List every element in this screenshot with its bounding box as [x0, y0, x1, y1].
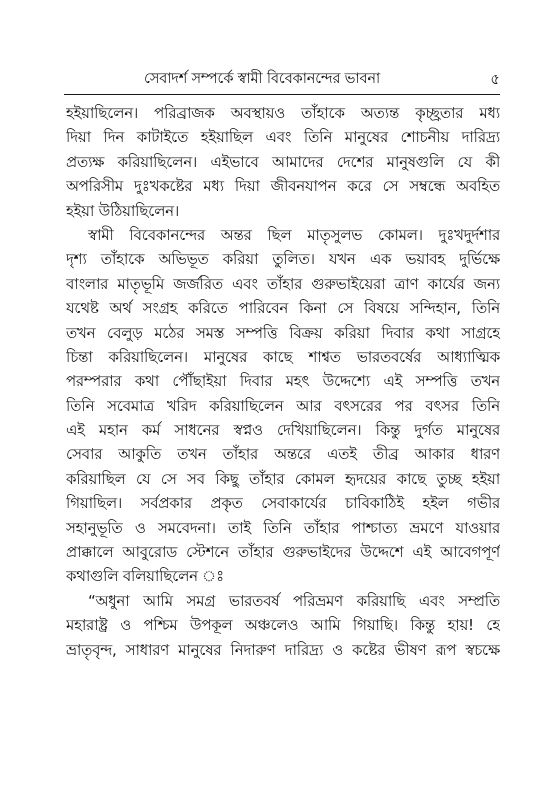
- text-line: বাংলার মাতৃভূমি জর্জরিত এবং তাঁহার গুরুভাইয়েরা ত্রাণ কার্যের জন্য: [66, 274, 500, 293]
- text-line: গিয়াছিল। সর্বপ্রকার প্রকৃত সেবাকার্যের চাবিকাঠিই হইল গভীর: [66, 494, 500, 513]
- text-line: তখন বেলুড় মঠের সমস্ত সম্পত্তি বিক্রয় করিয়া দিবার কথা সাগ্রহে: [66, 323, 500, 342]
- header-rule: [64, 94, 500, 95]
- text-line: মহারাষ্ট্র ও পশ্চিম উপকূল অঞ্চলেও আমি গিয়াছি। কিন্তু হায়! হে: [66, 616, 500, 635]
- text-line: সহানুভূতি ও সমবেদনা। তাই তিনি তাঁহার পাশ্চাত্য ভ্রমণে যাওয়ার: [66, 518, 500, 537]
- running-header: [64, 69, 500, 91]
- text-line: “অধুনা আমি সমগ্র ভারতবর্ষ পরিভ্রমণ করিয়াছি এবং সম্প্রতি: [88, 591, 500, 610]
- text-line: সেবার আকুতি তখন তাঁহার অন্তরে এতই তীব্র আকার ধারণ: [66, 445, 500, 464]
- text-line: যথেষ্ট অর্থ সংগ্রহ করিতে পারিবেন কিনা সে বিষয়ে সন্দিহান, তিনি: [66, 299, 500, 318]
- paragraph-3-quote: [66, 589, 500, 662]
- text-line: তিনি সবেমাত্র খরিদ করিয়াছিলেন আর বৎসরের পর বৎসর তিনি: [66, 396, 500, 415]
- text-line: প্রাক্কালে আবুরোড স্টেশনে তাঁহার গুরুভাইদের উদ্দেশে এই আবেগপূর্ণ: [66, 543, 500, 562]
- text-line: এই মহান কর্ম সাধনের স্বপ্নও দেখিয়াছিলেন। কিন্তু দুর্গত মানুষের: [66, 421, 500, 440]
- text-line: প্রত্যক্ষ করিয়াছিলেন। এইভাবে আমাদের দেশের মানুষগুলি যে কী: [66, 152, 500, 171]
- text-line: দিয়া দিন কাটাইতে হইয়াছিল এবং তিনি মানুষের শোচনীয় দারিদ্র্য: [66, 128, 500, 147]
- text-line: ভ্রাতৃবৃন্দ, সাধারণ মানুষের নিদারুণ দারিদ্র্য ও কষ্টের ভীষণ রূপ স্বচক্ষে: [66, 640, 500, 659]
- text-line: অপরিসীম দুঃখকষ্টের মধ্য দিয়া জীবনযাপন করে সে সম্বন্ধে অবহিত: [66, 177, 500, 196]
- text-line: হইয়াছিলেন। পরিব্রাজক অবস্থায়ও তাঁহাকে অত্যন্ত কৃচ্ছ্রতার মধ্য: [66, 104, 500, 122]
- text-line: হইয়া উঠিয়াছিলেন।: [66, 201, 179, 220]
- text-line: কথাগুলি বলিয়াছিলেন ঃ: [66, 567, 224, 586]
- text-line: পরম্পরার কথা পৌঁছাইয়া দিবার মহৎ উদ্দেশ্যে এই সম্পত্তি তখন: [66, 372, 500, 391]
- page-number: ৫: [490, 70, 500, 88]
- body-text: [66, 101, 500, 662]
- running-header-title: সেবাদর্শ সম্পর্কে স্বামী বিবেকানন্দের ভাবনা: [143, 71, 381, 87]
- text-line: দৃশ্য তাঁহাকে অভিভূত করিয়া তুলিত। যখন এক ভয়াবহ দুর্ভিক্ষে: [66, 250, 500, 269]
- text-line: স্বামী বিবেকানন্দের অন্তর ছিল মাতৃসুলভ কোমল। দুঃখদুর্দশার: [88, 225, 500, 244]
- text-line: করিয়াছিল যে সে সব কিছু তাঁহার কোমল হৃদয়ের কাছে তুচ্ছ হইয়া: [66, 469, 500, 488]
- text-line: চিন্তা করিয়াছিলেন। মানুষের কাছে শাশ্বত ভারতবর্ষের আধ্যাত্মিক: [66, 347, 500, 366]
- paragraph-1: [66, 101, 500, 223]
- paragraph-2: [66, 223, 500, 589]
